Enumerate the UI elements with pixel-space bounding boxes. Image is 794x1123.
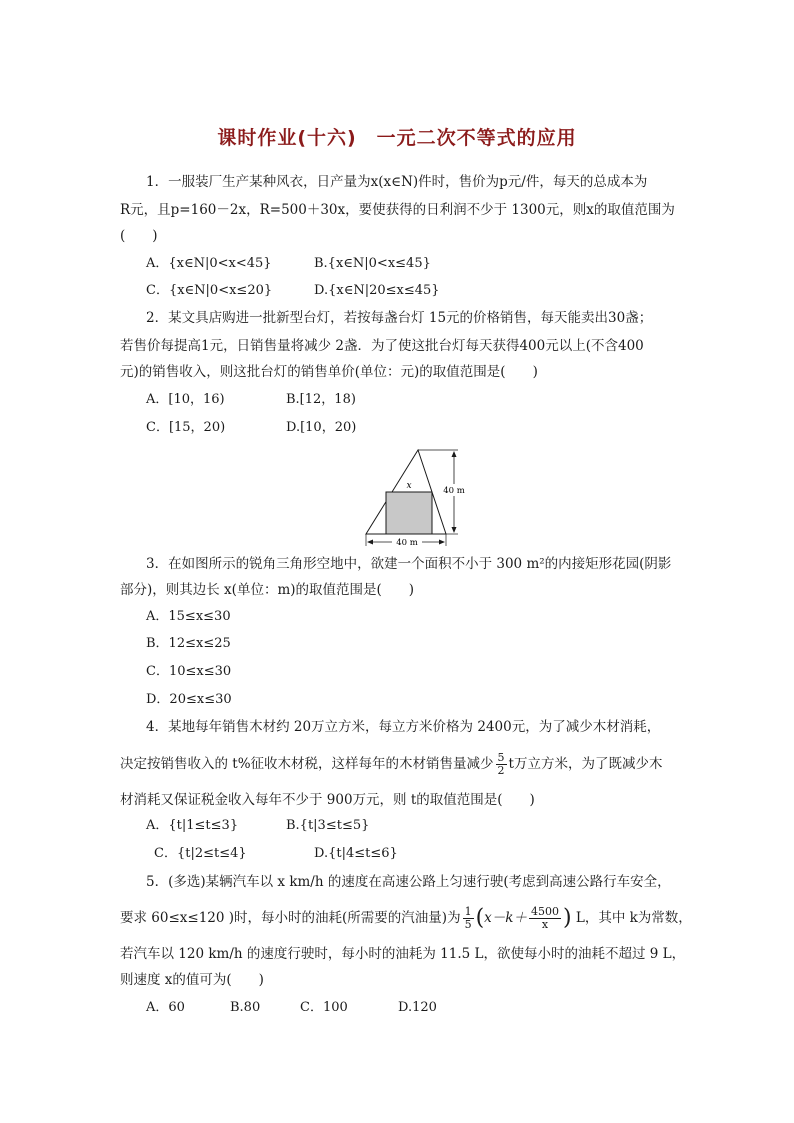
q3-option-d[interactable]: D．20≤x≤30 bbox=[146, 692, 232, 707]
height-arrow-up bbox=[452, 451, 457, 457]
triangle-figure bbox=[360, 448, 470, 550]
q4-fraction-numerator: 5 bbox=[497, 751, 505, 764]
q1-option-d[interactable]: D.{x∈N|20≤x≤45} bbox=[314, 283, 440, 298]
q2-option-c[interactable]: C．[15，20) bbox=[146, 420, 226, 435]
q3-option-c[interactable]: C．10≤x≤30 bbox=[146, 664, 232, 679]
q5-line2-end: L，其中 k为常数， bbox=[571, 910, 692, 926]
q4-option-d[interactable]: D.{t|4≤t≤6} bbox=[314, 846, 398, 861]
q5-fraction2-denominator: x bbox=[541, 918, 549, 931]
q1-option-c[interactable]: C．{x∈N|0<x≤20} bbox=[146, 283, 273, 298]
q5-fraction-4500-over-x bbox=[529, 906, 561, 931]
base-arrow-left bbox=[367, 540, 373, 545]
q5-fraction2-numerator: 4500 bbox=[530, 905, 559, 918]
q4-option-c[interactable]: C．{t|2≤t≤4} bbox=[154, 846, 247, 861]
q5-expression: x－k＋ bbox=[484, 910, 527, 926]
q5-paren-close: ) bbox=[562, 905, 572, 931]
q2-option-b[interactable]: B.[12，18) bbox=[286, 392, 356, 407]
page-title: 课时作业(十六) 一元二次不等式的应用 bbox=[217, 127, 577, 149]
q4-option-a[interactable]: A．{t|1≤t≤3} bbox=[146, 818, 239, 833]
base-arrow-right bbox=[439, 540, 445, 545]
x-label: x bbox=[406, 481, 412, 491]
q1-option-b[interactable]: B.{x∈N|0<x≤45} bbox=[314, 256, 431, 271]
q5-line3: 若汽车以 120 km/h 的速度行驶时，每小时的油耗为 11.5 L，欲使每小时的油耗不超过 9 L， bbox=[120, 946, 686, 962]
q2-line1: 2．某文具店购进一批新型台灯，若按每盏台灯 15元的价格销售，每天能卖出30盏； bbox=[146, 310, 653, 326]
q5-line2 bbox=[120, 906, 692, 931]
q2-line3: 元)的销售收入，则这批台灯的销售单价(单位：元)的取值范围是( ) bbox=[120, 364, 538, 380]
q4-fraction-denominator: 2 bbox=[497, 764, 505, 777]
q4-line2 bbox=[120, 752, 662, 777]
q5-line2-start: 要求 60≤x≤120 )时，每小时的油耗(所需要的汽油量)为 bbox=[120, 910, 461, 926]
q4-fraction bbox=[496, 752, 507, 777]
q1-line2: R元，且p=160－2x，R=500＋30x，要使获得的日利润不少于 1300元，则x的取值范围为 bbox=[120, 202, 675, 218]
q5-option-b[interactable]: B.80 bbox=[230, 1000, 261, 1015]
base-label: 40 m bbox=[396, 538, 418, 548]
shaded-rectangle bbox=[386, 492, 432, 534]
height-arrow-down bbox=[452, 527, 457, 533]
q4-line2-end: t万立方米，为了既减少木 bbox=[508, 756, 663, 772]
q5-fraction1-numerator: 1 bbox=[464, 905, 472, 918]
q5-option-c[interactable]: C．100 bbox=[300, 1000, 348, 1015]
q4-line3: 材消耗又保证税金收入每年不少于 900万元，则 t的取值范围是( ) bbox=[120, 792, 535, 808]
q4-line2-start: 决定按销售收入的 t%征收木材税，这样每年的木材销售量减少 bbox=[120, 756, 494, 772]
q3-line2: 部分)，则其边长 x(单位：m)的取值范围是( ) bbox=[120, 582, 415, 598]
q1-line3: ( ) bbox=[120, 228, 158, 244]
q5-fraction1-denominator: 5 bbox=[464, 918, 472, 931]
height-label: 40 m bbox=[443, 486, 465, 496]
q3-line1: 3．在如图所示的锐角三角形空地中，欲建一个面积不小于 300 m²的内接矩形花园(阴影 bbox=[146, 556, 672, 572]
q2-line2: 若售价每提高1元，日销售量将减少 2盏．为了使这批台灯每天获得400元以上(不含400 bbox=[120, 338, 644, 354]
q5-line4: 则速度 x的值可为( ) bbox=[120, 972, 264, 988]
q5-option-a[interactable]: A．60 bbox=[146, 1000, 185, 1015]
q5-fraction-one-fifth bbox=[463, 906, 474, 931]
q5-paren-open: ( bbox=[475, 905, 485, 931]
q2-option-a[interactable]: A．[10，16) bbox=[146, 392, 225, 407]
q5-option-d[interactable]: D.120 bbox=[398, 1000, 437, 1015]
q1-option-a[interactable]: A．{x∈N|0<x<45} bbox=[146, 256, 272, 271]
q5-line1: 5．(多选)某辆汽车以 x km/h 的速度在高速公路上匀速行驶(考虑到高速公路行车安全， bbox=[146, 874, 671, 890]
q4-option-b[interactable]: B.{t|3≤t≤5} bbox=[286, 818, 370, 833]
q4-line1: 4．某地每年销售木材约 20万立方米，每立方米价格为 2400元，为了减少木材消耗， bbox=[146, 719, 661, 735]
q1-line1: 1．一服装厂生产某种风衣，日产量为x(x∈N)件时，售价为p元/件，每天的总成本为 bbox=[146, 174, 648, 190]
q2-option-d[interactable]: D.[10，20) bbox=[286, 420, 357, 435]
q3-option-b[interactable]: B．12≤x≤25 bbox=[146, 636, 231, 651]
q3-option-a[interactable]: A．15≤x≤30 bbox=[146, 609, 231, 624]
